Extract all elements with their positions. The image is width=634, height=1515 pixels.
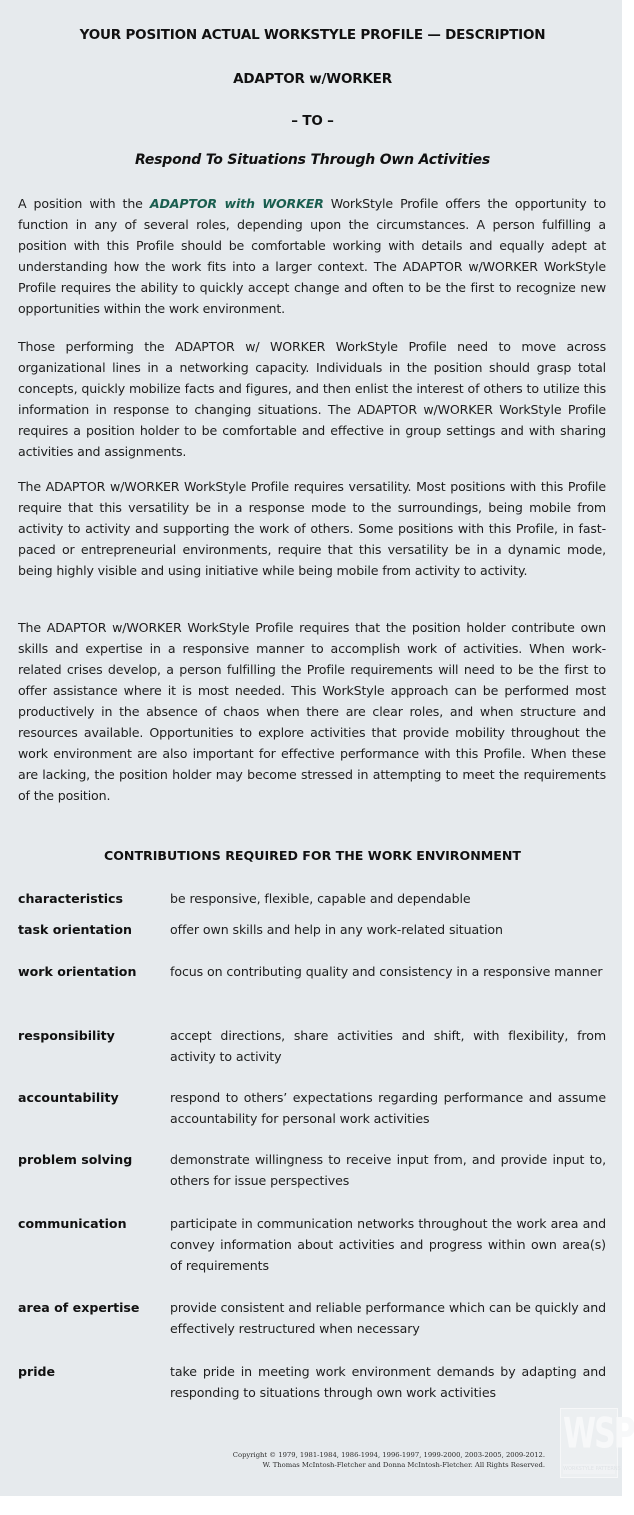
description-paragraph-4: The ADAPTOR w/WORKER WorkStyle Profile requires that the position holder contribute own skills and expertise in a responsive manner to accomplish work of activities. When work-related crises develop, a person fulfilling the Profile requirements will need to be the first to offer assistance where it is most needed. This WorkStyle approach can be performed most productively in the absence of chaos when there are clear roles, and when structure and resources available. Opportunities to explore activities that provide mobility throughout the work environment are also important for effective performance with this Profile. When these are lacking, the position holder may become stressed in attempting to meet the requirements of the position. <box>18 620 606 803</box>
contribution-label: communication <box>18 1216 127 1231</box>
contribution-label: area of expertise <box>18 1300 140 1315</box>
wsp-logo-icon <box>560 1408 634 1478</box>
contribution-value: be responsive, flexible, capable and dependable <box>170 891 471 906</box>
copyright-line-1: Copyright © 1979, 1981-1984, 1986-1994, 1996-1997, 1999-2000, 2003-2005, 2009-2012. <box>232 1451 545 1459</box>
copyright-line-2: W. Thomas McIntosh-Fletcher and Donna McIntosh-Fletcher. All Rights Reserved. <box>262 1461 545 1469</box>
description-paragraph-1 <box>18 193 606 319</box>
contribution-value: accept directions, share activities and shift, with flexibility, from activity to activity <box>170 1028 606 1064</box>
logo-tagline: WORKSTYLE PATTERNS <box>563 1466 621 1472</box>
contribution-label: responsibility <box>18 1028 115 1043</box>
contribution-value: take pride in meeting work environment demands by adapting and responding to situations through own work activities <box>170 1364 606 1400</box>
contribution-label: problem solving <box>18 1152 133 1167</box>
contribution-label: pride <box>18 1364 56 1379</box>
page-title: YOUR POSITION ACTUAL WORKSTYLE PROFILE — DESCRIPTION <box>79 27 546 43</box>
contribution-label: work orientation <box>18 964 137 979</box>
contribution-value: offer own skills and help in any work-related situation <box>170 922 503 937</box>
contribution-value: respond to others’ expectations regarding performance and assume accountability for personal work activities <box>170 1090 606 1126</box>
contribution-value: demonstrate willingness to receive input from, and provide input to, others for issue perspectives <box>170 1152 606 1188</box>
contribution-label: task orientation <box>18 922 132 937</box>
paragraph-prefix: A position with the <box>18 196 150 211</box>
contribution-value: provide consistent and reliable performance which can be quickly and effectively restructured when necessary <box>170 1300 606 1336</box>
profile-name: ADAPTOR w/WORKER <box>233 71 392 87</box>
logo-letters: WSP <box>563 1409 634 1459</box>
contribution-value: participate in communication networks throughout the work area and convey information about activities and progress within own area(s) of requirements <box>170 1216 606 1273</box>
paragraph-text: WorkStyle Profile offers the opportunity to function in any of several roles, depending upon the circumstances. A person fulfilling a position with this Profile should be comfortable working with details and equally adept at understanding how the work fits into a larger context. The ADAPTOR w/WORKER WorkStyle Profile requires the ability to quickly accept change and often to be the first to recognize new opportunities within the work environment. <box>18 196 606 316</box>
contribution-value: focus on contributing quality and consistency in a responsive manner <box>170 964 603 979</box>
contribution-label: accountability <box>18 1090 119 1105</box>
connector-text: – TO – <box>291 113 334 129</box>
contribution-label: characteristics <box>18 891 123 906</box>
profile-subtitle: Respond To Situations Through Own Activities <box>134 152 491 168</box>
contributions-heading: CONTRIBUTIONS REQUIRED FOR THE WORK ENVIRONMENT <box>103 848 522 863</box>
copyright-notice <box>233 1450 545 1470</box>
description-paragraph-3: The ADAPTOR w/WORKER WorkStyle Profile requires versatility. Most positions with this Profile require that this versatility be in a response mode to the surroundings, being mobile from activity to activity and supporting the work of others. Some positions with this Profile, in fast-paced or entrepreneurial environments, require that this versatility be in a dynamic mode, being highly visible and using initiative while being mobile from activity to activity. <box>18 479 606 578</box>
description-paragraph-2: Those performing the ADAPTOR w/ WORKER WorkStyle Profile need to move across organizational lines in a networking capacity. Individuals in the position should grasp total concepts, quickly mobilize facts and figures, and then enlist the interest of others to utilize this information in response to changing situations. The ADAPTOR w/WORKER WorkStyle Profile requires a position holder to be comfortable and effective in group settings and with sharing activities and assignments. <box>18 339 606 459</box>
profile-highlight: ADAPTOR with WORKER <box>149 196 324 211</box>
